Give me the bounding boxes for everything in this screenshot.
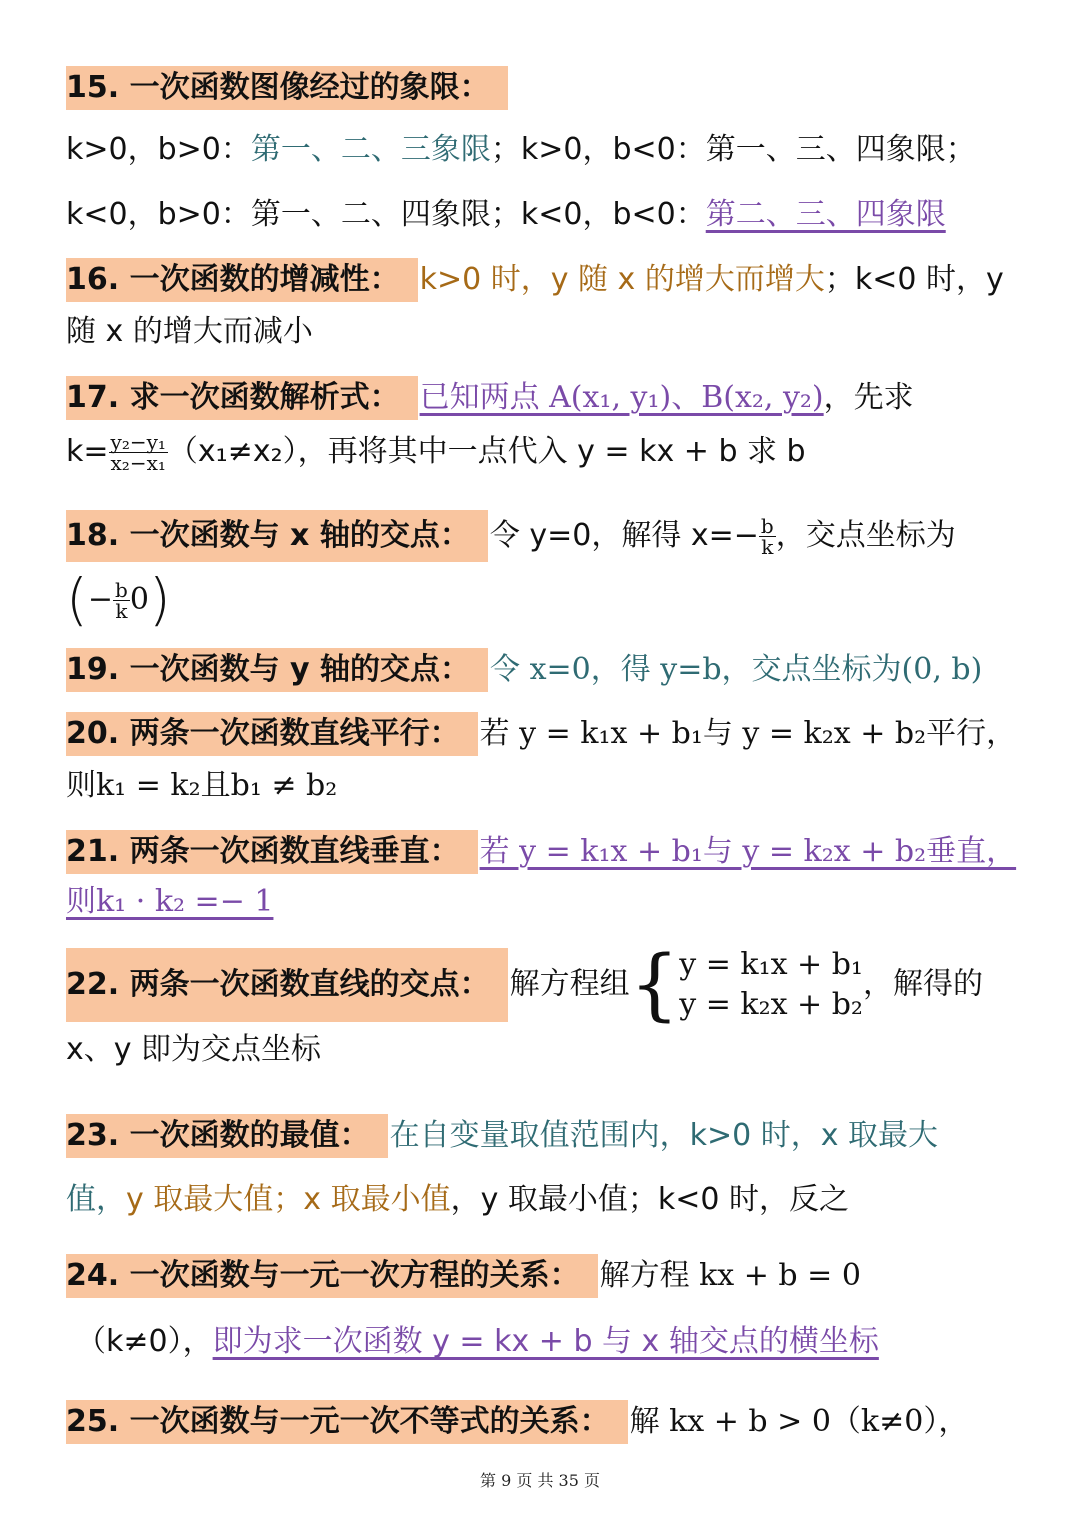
heading-21: 21. 两条一次函数直线垂直： bbox=[66, 830, 478, 874]
equation-2: y = k₂x + b₂ bbox=[679, 986, 863, 1022]
text: ；k>0，b<0：第一、三、四象限； bbox=[490, 132, 976, 167]
fraction-denominator: k bbox=[115, 599, 128, 623]
section-18-line-2 bbox=[66, 567, 1040, 633]
heading-17: 17. 求一次函数解析式： bbox=[66, 376, 418, 420]
text: ，交点坐标为 bbox=[775, 518, 956, 553]
section-23-line-2 bbox=[66, 1180, 1040, 1220]
equation-system bbox=[629, 939, 863, 1030]
text-highlight: 令 x=0，得 y=b，交点坐标为(0, b) bbox=[490, 652, 983, 687]
text-highlight: k>0 时，y 随 x 的增大而增大 bbox=[419, 262, 825, 297]
text: − bbox=[87, 582, 113, 617]
section-17 bbox=[66, 376, 1040, 420]
heading-15: 15. 一次函数图像经过的象限： bbox=[66, 66, 508, 110]
section-24 bbox=[66, 1254, 1040, 1298]
text: k>0，b>0： bbox=[66, 132, 251, 167]
text: 解方程 kx + b = 0 bbox=[599, 1258, 861, 1293]
section-22-line-2 bbox=[66, 1030, 1040, 1070]
section-18 bbox=[66, 510, 1040, 562]
text-underlined: 即为求一次函数 y = kx + b 与 x 轴交点的横坐标 bbox=[212, 1324, 879, 1359]
text: 令 y=0，解得 x=− bbox=[489, 518, 759, 553]
equation-1: y = k₁x + b₁ bbox=[679, 946, 863, 982]
fraction-numerator: b bbox=[760, 514, 774, 538]
section-19 bbox=[66, 648, 1040, 692]
fraction-numerator: b bbox=[115, 578, 128, 602]
text: k= bbox=[66, 434, 109, 469]
slope-fraction bbox=[109, 432, 168, 473]
heading-23: 23. 一次函数的最值： bbox=[66, 1114, 388, 1158]
text-highlight: y 取最大值；x 取最小值 bbox=[126, 1182, 451, 1217]
section-15 bbox=[66, 66, 1040, 110]
text: 若 y = k₁x + b₁与 y = k₂x + b₂平行， bbox=[479, 716, 1017, 751]
section-16-line-2 bbox=[66, 312, 1040, 352]
text: 则k₁ = k₂且b₁ ≠ b₂ bbox=[66, 768, 338, 803]
paren-right: ) bbox=[148, 567, 171, 633]
heading-20: 20. 两条一次函数直线平行： bbox=[66, 712, 478, 756]
section-20-line-2 bbox=[66, 766, 1040, 806]
text-highlight: 第一、二、三象限 bbox=[250, 132, 491, 167]
text-underlined: 已知两点 A(x₁, y₁)、B(x₂, y₂) bbox=[419, 380, 824, 415]
text-highlight: 在自变量取值范围内，k>0 时，x 取最大 bbox=[389, 1118, 939, 1153]
section-22 bbox=[66, 939, 1040, 1030]
heading-19: 19. 一次函数与 y 轴的交点： bbox=[66, 648, 488, 692]
fraction bbox=[759, 516, 776, 557]
heading-22: 22. 两条一次函数直线的交点： bbox=[66, 948, 508, 1022]
paren-left: ( bbox=[66, 567, 88, 633]
heading-25: 25. 一次函数与一元一次不等式的关系： bbox=[66, 1400, 628, 1444]
heading-24: 24. 一次函数与一元一次方程的关系： bbox=[66, 1254, 598, 1298]
section-21-line-2 bbox=[66, 882, 1040, 922]
brace: { bbox=[629, 939, 680, 1030]
section-25 bbox=[66, 1400, 1040, 1444]
section-24-line-2 bbox=[76, 1322, 1040, 1362]
heading-16: 16. 一次函数的增减性： bbox=[66, 258, 418, 302]
text-highlight: 值， bbox=[66, 1182, 126, 1217]
section-21 bbox=[66, 830, 1040, 874]
text-underlined: 第二、三、四象限 bbox=[705, 197, 946, 232]
fraction-numerator: y₂−y₁ bbox=[110, 430, 166, 454]
section-20 bbox=[66, 712, 1040, 756]
text: ，先求 bbox=[823, 380, 914, 415]
text: 随 x 的增大而减小 bbox=[66, 314, 313, 349]
text: （x₁≠x₂），再将其中一点代入 y = kx + b 求 b bbox=[167, 434, 806, 469]
text: ，解得的 bbox=[862, 966, 983, 1002]
section-17-line-2 bbox=[66, 428, 1040, 476]
text: k<0，b>0：第一、二、四象限；k<0，b<0： bbox=[66, 197, 706, 232]
section-15-line-2 bbox=[66, 195, 1040, 235]
fraction bbox=[113, 580, 130, 621]
fraction-denominator: k bbox=[761, 535, 774, 559]
section-16 bbox=[66, 258, 1040, 302]
heading-18: 18. 一次函数与 x 轴的交点： bbox=[66, 510, 488, 562]
page-footer: 第 9 页 共 35 页 bbox=[480, 1471, 600, 1490]
text: 解 kx + b > 0（k≠0）， bbox=[629, 1404, 969, 1439]
equation-lines bbox=[679, 945, 863, 1025]
text-underlined: 若 y = k₁x + b₁与 y = k₂x + b₂垂直， bbox=[479, 834, 1017, 869]
text: （k≠0）， bbox=[76, 1324, 213, 1359]
text: x、y 即为交点坐标 bbox=[66, 1032, 322, 1067]
text: 解方程组 bbox=[509, 966, 630, 1002]
text: ，y 取最小值；k<0 时，反之 bbox=[450, 1182, 850, 1217]
fraction-denominator: x₂−x₁ bbox=[110, 451, 166, 475]
section-15-line-1 bbox=[66, 130, 1040, 170]
text: ；k<0 时，y bbox=[824, 262, 1004, 297]
text: 0 bbox=[129, 582, 149, 617]
section-23 bbox=[66, 1114, 1040, 1158]
text-underlined: 则k₁ · k₂ =− 1 bbox=[66, 884, 274, 919]
